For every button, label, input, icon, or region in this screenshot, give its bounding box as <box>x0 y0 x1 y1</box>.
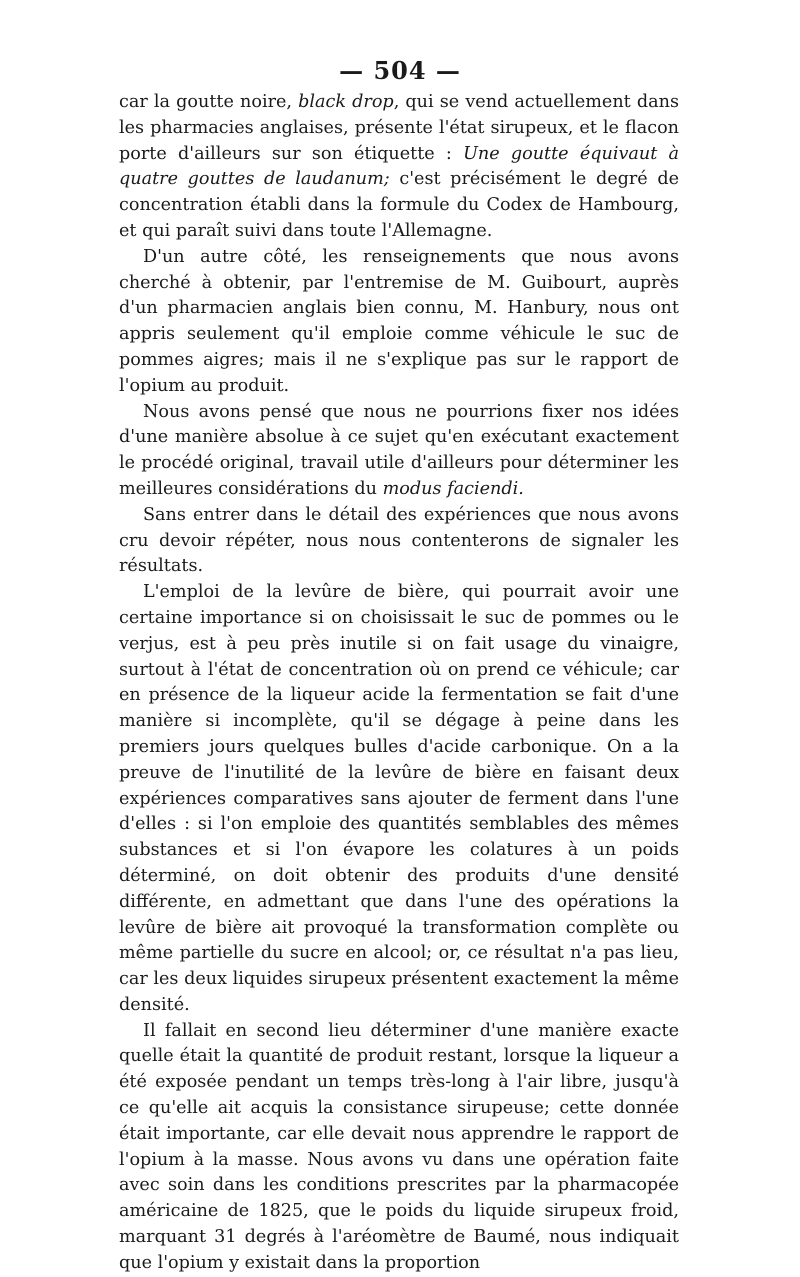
paragraph <box>119 90 679 245</box>
page-number: — 504 — <box>339 56 461 85</box>
paragraph <box>119 245 679 400</box>
body-text <box>119 90 679 1277</box>
italic-text: black drop <box>298 92 394 112</box>
text-run: Sans entrer dans le détail des expériences que nous avons cru devoir répéter, nous nous contenterons de signaler les résultats. <box>119 504 679 577</box>
italic-text: Une goutte équivaut à quatre gouttes de laudanum; <box>119 143 679 190</box>
paragraph <box>119 1019 679 1277</box>
text-run: c'est précisément le degré de concentration établi dans la formule du Codex de Hambourg, et qui paraît suivi dans toute l'Allemagne. <box>119 169 680 241</box>
text-run: Nous avons pensé que nous ne pourrions fixer nos idées d'une manière absolue à ce sujet qu'en exécutant exactement le procédé original, travail utile d'ailleurs pour déterminer les meilleures considérations du <box>119 401 679 499</box>
text-run: Il fallait en second lieu déterminer d'une manière exacte quelle était la quantité de produit restant, lorsque la liqueur a été exposée pendant un temps très-long à l'air libre, jusqu'à ce qu'elle ait acquis la consistance sirupeuse; cette donnée était importante, car elle devait nous apprendre le rapport de l'opium à la masse. Nous avons vu dans une opération faite avec soin dans les conditions prescrites par la pharmacopée américaine de 1825, que le poids du liquide sirupeux froid, marquant 31 degrés à l'aréomètre de Baumé, nous indiquait que l'opium y existait dans la proportion <box>119 1020 679 1273</box>
text-run: car la goutte noire, <box>119 92 299 112</box>
paragraph <box>119 400 679 503</box>
paragraph <box>119 580 679 1019</box>
text-run: L'emploi de la levûre de bière, qui pourrait avoir une certaine importance si on choisissait le suc de pommes ou le verjus, est à peu près inutile si on fait usage du vinaigre, surtout à l'état de concentration où on prend ce véhicule; car en présence de la liqueur acide la fermentation se fait d'une manière si incomplète, qu'il se dégage à peine dans les premiers jours quelques bulles d'acide carbonique. On a la preuve de l'inutilité de la levûre de bière en faisant deux expériences comparatives sans ajouter de ferment dans l'une d'elles : si l'on emploie des quantités semblables des mêmes substances et si l'on évapore les colatures à un poids déterminé, on doit obtenir des produits d'une densité différente, en admettant que dans l'une des opérations la levûre de bière ait provoqué la transformation complète ou même partielle du sucre en alcool; or, ce résultat n'a pas lieu, car les deux liquides sirupeux présentent exactement la même densité. <box>119 582 679 1015</box>
text-run: D'un autre côté, les renseignements que nous avons cherché à obtenir, par l'entremise de M. Guibourt, auprès d'un pharmacien anglais bien connu, M. Hanbury, nous ont appris seulement qu'il emploie comme véhicule le suc de pommes aigres; mais il ne s'explique pas sur le rapport de l'opium au produit. <box>119 246 679 396</box>
italic-text: modus faciendi. <box>382 478 524 499</box>
paragraph <box>119 503 679 580</box>
text-run: , qui se vend actuellement dans les pharmacies anglaises, présente l'état sirupeux, et le flacon porte d'ailleurs sur son étiquette : <box>119 92 679 164</box>
